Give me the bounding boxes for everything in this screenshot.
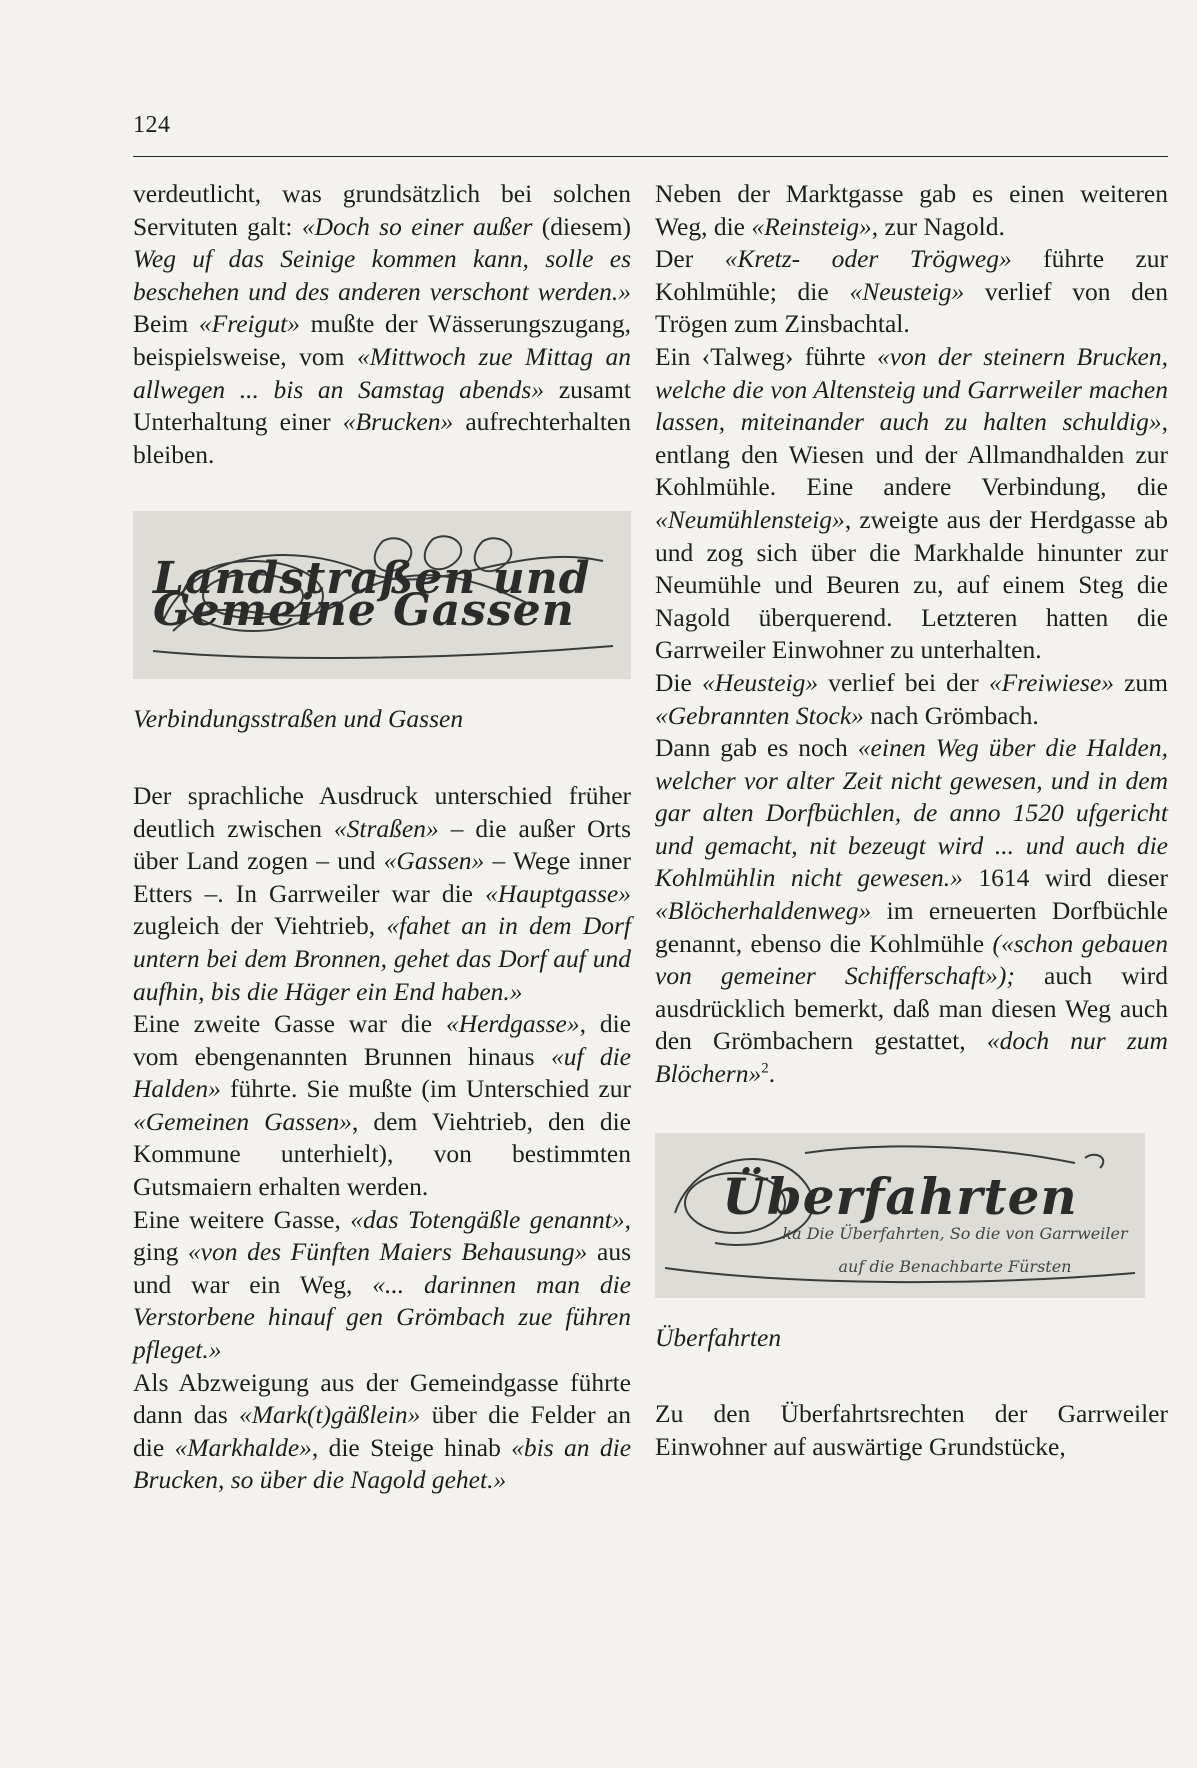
paragraph: Zu den Überfahrtsrechten der Garrweiler Einwohner auf auswärtige Grundstücke, — [655, 1399, 1168, 1461]
paragraph: Neben der Marktgasse gab es einen weiteren Weg, die «Reinsteig», zur Nagold. — [655, 179, 1168, 241]
figure-handwritten-line: ka Die Überfahrten, So die von Garrweiler auf die Benachbarte Fürsten — [782, 1224, 1128, 1277]
figure-script-text: Überfahrten — [722, 1166, 1078, 1226]
calligraphy-figure-roads — [133, 511, 631, 679]
header-rule — [133, 156, 1168, 157]
paragraph: verdeutlicht, was grundsätzlich bei solchen Servituten galt: «Doch so einer außer (diesem) Weg uf das Seinige kommen kann, solle es beschehen und des anderen verschont werden.» Beim «Freigut» mußte der Wässerungszugang, beispielsweise, vom «Mittwoch zue Mittag an allwegen ... bis an Samstag abends» zusamt Unterhaltung einer «Brucken» aufrechterhalten bleiben. — [133, 179, 631, 469]
figure-caption: Verbindungsstraßen und Gassen — [133, 704, 464, 734]
paragraph: Eine weitere Gasse, «das Totengäßle genannt», ging «von des Fünften Maiers Behausung» aus und war ein Weg, «... darinnen man die Verstorbene hinauf gen Grömbach zue führen pfleget.» — [133, 1204, 631, 1365]
paragraph: Der «Kretz- oder Trögweg» führte zur Kohlmühle; die «Neusteig» verlief von den Trögen zum Zinsbachtal. — [655, 244, 1169, 339]
right-column — [655, 178, 1168, 1463]
paragraph: Der sprachliche Ausdruck unterschied früher deutlich zwischen «Straßen» – die außer Orts über Land zogen – und «Gassen» – Wege inner Etters –. In Garrweiler war die «Hauptgasse» zugleich der Viehtrieb, «fahet an in dem Dorf untern bei dem Bronnen, gehet das Dorf auf und aufhin, bis die Häger ein End haben.» — [133, 780, 631, 1006]
paragraph: Die «Heusteig» verlief bei der «Freiwiese» zum «Gebrannten Stock» nach Grömbach. — [655, 667, 1168, 730]
paragraph: Eine zweite Gasse war die «Herdgasse», die vom ebengenannten Brunnen hinaus «uf die Halden» führte. Sie mußte (im Unterschied zur «Gemeinen Gassen», dem Viehtrieb, den die Kommune unterhielt), von bestimmten Gutsmaiern erhalten werden. — [133, 1009, 632, 1202]
paragraph: Ein ‹Talweg› führte «von der steinern Brucken, welche die von Altensteig und Garrweiler machen lassen, miteinander auch zu halten schuldig», entlang den Wiesen und der Allmandhalden zur Kohlmühle. Eine andere Verbindung, die «Neumühlensteig», zweigte aus der Herdgasse ab und zog sich über die Markhalde hinunter zur Neumühle und Beuren zu, auf einem Steg die Nagold überquerend. Letzteren hatten die Garrweiler Einwohner zu unterhalten. — [655, 341, 1169, 665]
left-column — [133, 178, 631, 1497]
footnote-marker: 2 — [761, 1060, 769, 1077]
figure-script-text: Landstraßen und Gemeine Gassen — [153, 552, 591, 637]
figure-caption: Überfahrten — [655, 1322, 782, 1352]
paragraph: Als Abzweigung aus der Gemeindgasse führte dann das «Mark(t)gäßlein» über die Felder an die «Markhalde», die Steige hinab «bis an die Brucken, so über die Nagold gehet.» — [133, 1367, 632, 1495]
paragraph: Dann gab es noch «einen Weg über die Halden, welcher vor alter Zeit nicht gewesen, und in dem gar alten Dorfbüchlen, de anno 1520 ufgericht und gemacht, nit bezeugt wird ... und auch die Kohlmühlin nicht gewesen.» 1614 wird dieser «Blöcherhaldenweg» im erneuerten Dorfbüchle genannt, ebenso die Kohlmühle («schon gebauen von gemeiner Schifferschaft»); auch wird ausdrücklich bemerkt, daß man diesen Weg auch den Grömbachern gestattet, «doch nur zum Blöchern»$^2$. — [655, 733, 1169, 1089]
calligraphy-figure-crossings — [655, 1133, 1145, 1298]
page-number: 124 — [133, 112, 171, 138]
